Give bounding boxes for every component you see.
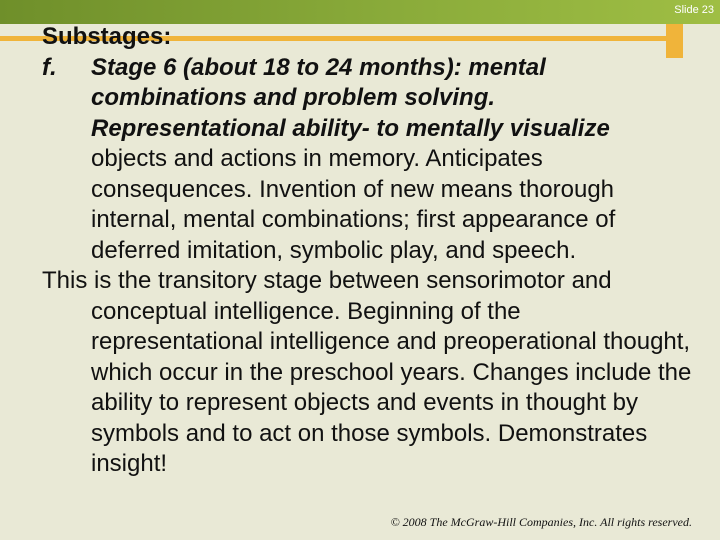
slide-number: Slide 23 [674,4,714,16]
list-item [42,53,692,267]
copyright-notice: © 2008 The McGraw-Hill Companies, Inc. All rights reserved. [390,515,692,529]
item-body-text: objects and actions in memory. Anticipates consequences. Invention of new means thorough internal, mental combinations; first appearance of deferred imitation, symbolic play, and speech. [91,145,616,264]
list-marker: f. [42,53,57,81]
slide-heading: Substages: [42,23,172,50]
slide-content [42,22,692,480]
item-emphasis-text: Stage 6 (about 18 to 24 months): mental combinations and problem solving. Representational ability- to mentally visualize [91,53,610,142]
title-bar [0,0,720,24]
body-paragraph: This is the transitory stage between sensorimotor and conceptual intelligence. Beginning of the representational intelligence and preoperational thought, which occur in the preschool years. Changes include the ability to represent objects and events in thought by symbols and to act on those symbols. Demonstrates insight! [42,267,692,477]
